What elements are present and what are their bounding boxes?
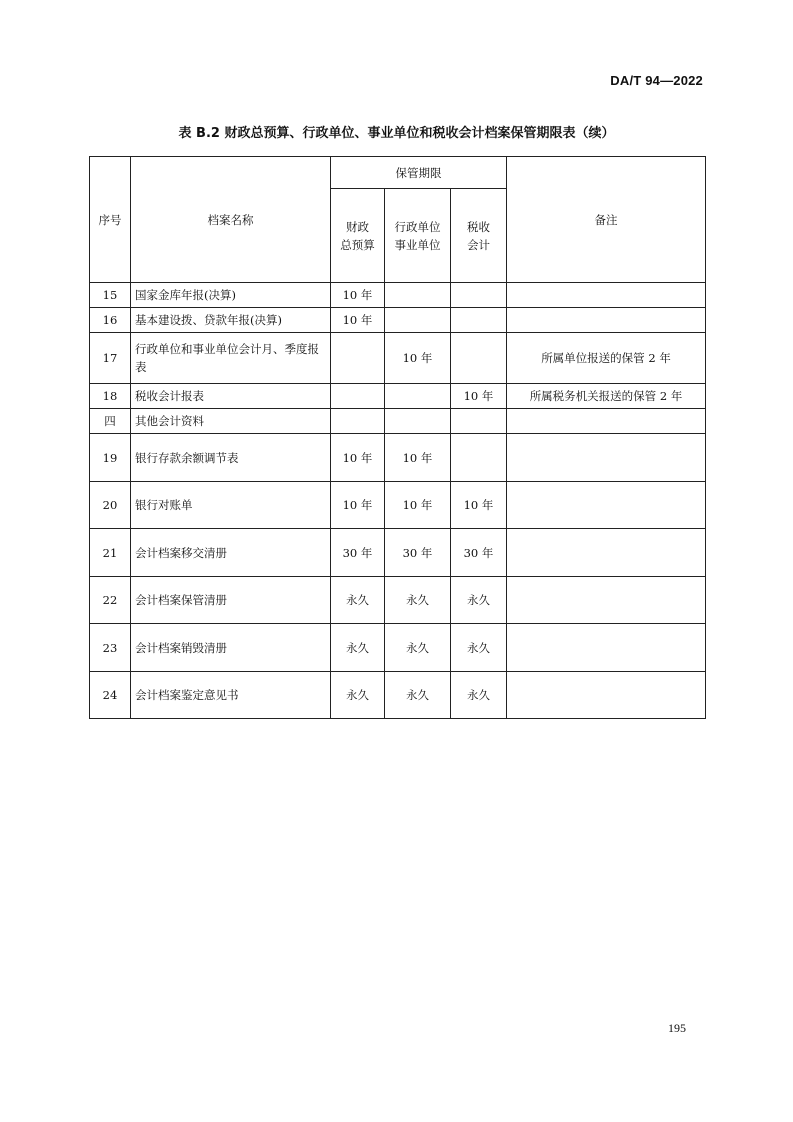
cell-seq: 17 [90,333,131,384]
cell-seq: 19 [90,434,131,482]
table-row [90,577,706,624]
table-row [90,384,706,409]
cell-seq: 21 [90,529,131,577]
cell-seq: 20 [90,482,131,529]
cell-seq: 16 [90,308,131,333]
table-row [90,672,706,719]
cell-seq: 18 [90,384,131,409]
table-row [90,409,706,434]
cell-admin: 永久 [385,624,451,672]
cell-seq: 24 [90,672,131,719]
cell-name: 其他会计资料 [131,409,331,434]
table-row [90,529,706,577]
cell-tax [451,308,507,333]
cell-tax [451,409,507,434]
cell-admin [385,409,451,434]
cell-fiscal: 30 年 [331,529,385,577]
cell-admin: 30 年 [385,529,451,577]
cell-admin [385,283,451,308]
cell-fiscal: 10 年 [331,283,385,308]
cell-fiscal [331,409,385,434]
cell-tax [451,283,507,308]
cell-seq: 15 [90,283,131,308]
cell-admin: 永久 [385,672,451,719]
table-row [90,283,706,308]
cell-admin: 10 年 [385,482,451,529]
cell-fiscal: 永久 [331,577,385,624]
cell-admin: 10 年 [385,434,451,482]
header-fiscal [331,189,385,283]
cell-tax [451,333,507,384]
table-title: 表 B.2 财政总预算、行政单位、事业单位和税收会计档案保管期限表（续） [178,126,615,141]
cell-name: 银行对账单 [131,482,331,529]
table-row [90,434,706,482]
table-row [90,333,706,384]
retention-table [89,156,706,719]
cell-name: 国家金库年报(决算) [131,283,331,308]
cell-fiscal: 10 年 [331,308,385,333]
cell-remark [507,577,706,624]
cell-tax [451,434,507,482]
cell-seq: 22 [90,577,131,624]
cell-fiscal: 10 年 [331,482,385,529]
cell-name: 行政单位和事业单位会计月、季度报表 [131,333,331,384]
cell-remark [507,283,706,308]
table-row [90,624,706,672]
cell-remark: 所属单位报送的保管 2 年 [507,333,706,384]
standard-code: DA/T 94—2022 [610,73,703,88]
cell-admin: 永久 [385,577,451,624]
cell-tax: 10 年 [451,384,507,409]
header-fiscal-line2: 总预算 [340,237,375,252]
cell-tax: 永久 [451,672,507,719]
cell-remark [507,409,706,434]
header-tax-line1: 税收 [467,219,490,234]
header-retention: 保管期限 [331,157,507,189]
cell-remark [507,624,706,672]
cell-name: 银行存款余额调节表 [131,434,331,482]
cell-fiscal [331,384,385,409]
cell-remark: 所属税务机关报送的保管 2 年 [507,384,706,409]
cell-fiscal: 永久 [331,672,385,719]
cell-tax: 永久 [451,624,507,672]
cell-remark [507,308,706,333]
cell-name: 税收会计报表 [131,384,331,409]
cell-fiscal [331,333,385,384]
header-fiscal-line1: 财政 [346,219,369,234]
header-admin-line1: 行政单位 [394,219,441,234]
cell-remark [507,672,706,719]
cell-admin: 10 年 [385,333,451,384]
cell-admin [385,308,451,333]
header-admin-line2: 事业单位 [394,237,441,252]
table-row [90,308,706,333]
cell-seq: 23 [90,624,131,672]
cell-name: 会计档案保管清册 [131,577,331,624]
header-admin [385,189,451,283]
cell-seq: 四 [90,409,131,434]
cell-fiscal: 10 年 [331,434,385,482]
cell-name: 会计档案销毁清册 [131,624,331,672]
header-tax [451,189,507,283]
header-seq: 序号 [90,157,131,283]
header-remarks: 备注 [507,157,706,283]
cell-tax: 10 年 [451,482,507,529]
cell-remark [507,482,706,529]
cell-name: 会计档案鉴定意见书 [131,672,331,719]
page-number: 195 [668,1021,686,1035]
cell-tax: 永久 [451,577,507,624]
cell-fiscal: 永久 [331,624,385,672]
cell-admin [385,384,451,409]
cell-name: 基本建设拨、贷款年报(决算) [131,308,331,333]
cell-remark [507,434,706,482]
cell-name: 会计档案移交清册 [131,529,331,577]
header-tax-line2: 会计 [467,237,490,252]
header-name: 档案名称 [131,157,331,283]
table-row [90,482,706,529]
cell-remark [507,529,706,577]
cell-tax: 30 年 [451,529,507,577]
